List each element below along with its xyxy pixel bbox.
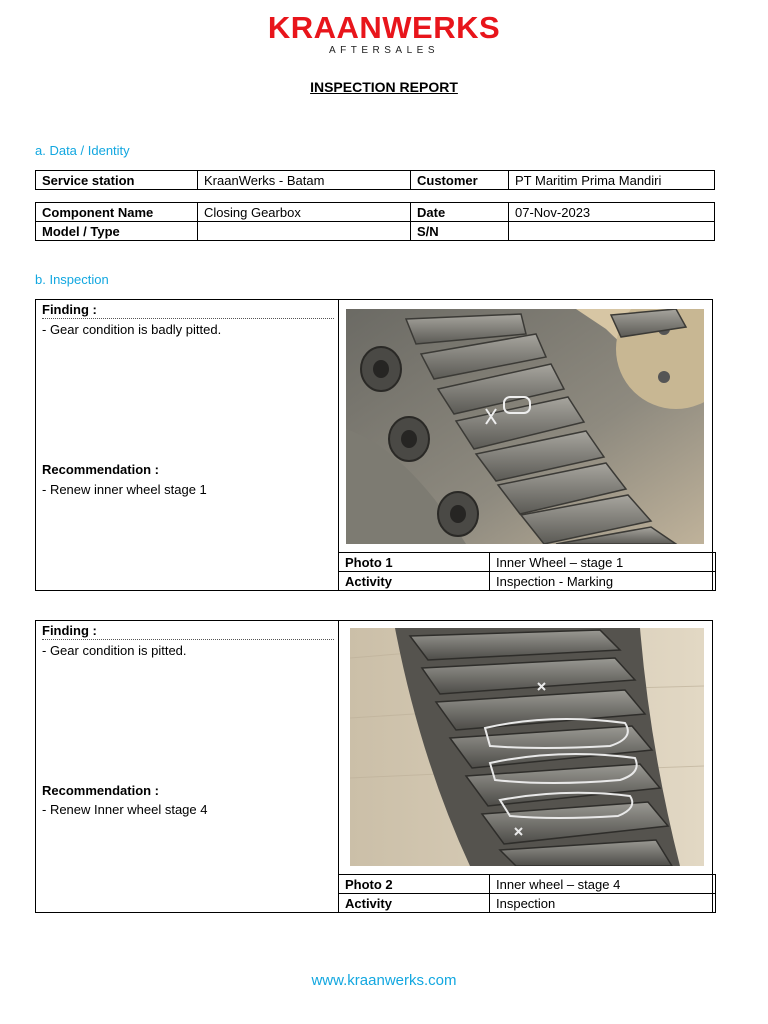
table-row <box>339 894 716 913</box>
photo-value: Inner wheel – stage 4 <box>490 875 716 894</box>
finding-label: Finding : <box>42 302 334 319</box>
activity-value: Inspection - Marking <box>490 572 716 591</box>
identity-table-component <box>35 202 715 241</box>
table-row <box>36 222 715 241</box>
brand-subtitle: AFTERSALES <box>328 45 440 56</box>
finding-label: Finding : <box>42 623 334 640</box>
finding-panel <box>36 621 339 912</box>
table-row <box>339 553 716 572</box>
activity-label: Activity <box>339 572 490 591</box>
finding-text: - Gear condition is badly pitted. <box>42 322 222 337</box>
service-station-value: KraanWerks - Batam <box>198 171 411 190</box>
finding-text: - Gear condition is pitted. <box>42 643 187 658</box>
date-value: 07-Nov-2023 <box>509 203 715 222</box>
recommendation-label: Recommendation : <box>42 783 160 798</box>
model-label: Model / Type <box>36 222 198 241</box>
table-row <box>36 171 715 190</box>
table-row <box>36 203 715 222</box>
identity-table-station <box>35 170 715 190</box>
sn-value <box>509 222 715 241</box>
component-label: Component Name <box>36 203 198 222</box>
date-label: Date <box>411 203 509 222</box>
photo-label: Photo 2 <box>339 875 490 894</box>
photo-2-caption-table <box>338 874 716 913</box>
customer-label: Customer <box>411 171 509 190</box>
table-row <box>339 875 716 894</box>
brand-logo: KRAANWERKS <box>267 10 501 45</box>
photo-label: Photo 1 <box>339 553 490 572</box>
photo-value: Inner Wheel – stage 1 <box>490 553 716 572</box>
customer-value: PT Maritim Prima Mandiri <box>509 171 715 190</box>
report-title: INSPECTION REPORT <box>310 79 458 95</box>
recommendation-text: - Renew inner wheel stage 1 <box>42 482 207 497</box>
recommendation-text: - Renew Inner wheel stage 4 <box>42 802 208 817</box>
service-station-label: Service station <box>36 171 198 190</box>
inspection-item-2 <box>35 620 713 913</box>
section-identity-heading: a. Data / Identity <box>35 143 130 158</box>
activity-label: Activity <box>339 894 490 913</box>
footer-website-link[interactable]: www.kraanwerks.com <box>311 972 457 989</box>
finding-panel <box>36 300 339 590</box>
gear-photo-2 <box>350 628 704 866</box>
activity-value: Inspection <box>490 894 716 913</box>
gear-photo-1 <box>346 309 704 544</box>
table-row <box>339 572 716 591</box>
model-value <box>198 222 411 241</box>
inspection-item-1 <box>35 299 713 591</box>
component-value: Closing Gearbox <box>198 203 411 222</box>
sn-label: S/N <box>411 222 509 241</box>
section-inspection-heading: b. Inspection <box>35 272 109 287</box>
photo-1-caption-table <box>338 552 716 591</box>
recommendation-label: Recommendation : <box>42 462 160 477</box>
